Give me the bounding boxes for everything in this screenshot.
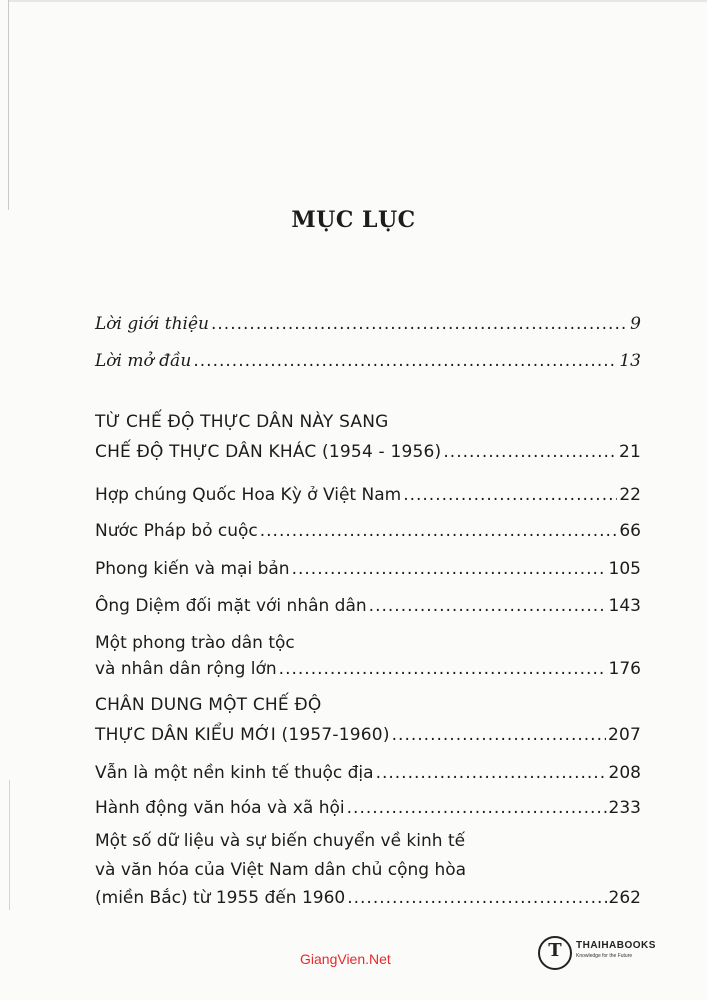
toc-entry-ch7[interactable]: [95, 797, 641, 819]
toc-entry-label: Hợp chúng Quốc Hoa Kỳ ở Việt Nam: [95, 485, 402, 505]
toc-entry-page: 9: [630, 314, 641, 334]
toc-entry-label: Ông Diệm đối mặt với nhân dân: [95, 596, 367, 616]
toc-entry-label: Hành động văn hóa và xã hội: [95, 798, 345, 818]
dot-leader: [279, 658, 607, 680]
dot-leader: [211, 313, 628, 335]
toc-entry-line3-row: [95, 887, 641, 909]
publisher-tagline: Knowledge for the Future: [576, 953, 633, 959]
dot-leader: [443, 441, 617, 463]
toc-entry-page: 176: [608, 659, 641, 679]
toc-entry-page: 262: [608, 888, 641, 908]
dot-leader: [347, 887, 606, 909]
dot-leader: [193, 350, 617, 372]
toc-entry-label-line2: và văn hóa của Việt Nam dân chủ cộng hòa: [95, 860, 467, 880]
dot-leader: [260, 520, 618, 542]
toc-entry-intro[interactable]: [95, 313, 641, 335]
toc-entry-label: Nước Pháp bỏ cuộc: [95, 521, 258, 541]
toc-entry-page: 66: [619, 521, 641, 541]
toc-part-title-line2-row: [95, 441, 641, 463]
toc-entry-label: Vẫn là một nền kinh tế thuộc địa: [95, 763, 374, 783]
publisher-logo-glyph: T: [548, 940, 562, 961]
toc-entry-page: 143: [608, 596, 641, 616]
toc-entry-page: 233: [608, 798, 641, 818]
toc-entry-page: 21: [618, 442, 641, 462]
toc-part-title-line1: TỪ CHẾ ĐỘ THỰC DÂN NÀY SANG: [95, 412, 389, 432]
page-edge-top: [8, 0, 707, 2]
toc-entry-ch4[interactable]: [95, 595, 641, 617]
toc-part-title-line2-row: [95, 724, 641, 746]
toc-part-title-line1: CHÂN DUNG MỘT CHẾ ĐỘ: [95, 695, 322, 715]
toc-entry-line2-row: [95, 658, 641, 680]
page-edge-left: [8, 0, 9, 210]
toc-entry-ch1[interactable]: [95, 484, 641, 506]
toc-entry-label: Phong kiến và mại bản: [95, 559, 290, 579]
watermark-text: GiangVien.Net: [300, 951, 391, 967]
toc-part-title-line2: CHẾ ĐỘ THỰC DÂN KHÁC (1954 - 1956): [95, 442, 442, 462]
page-edge-left-lower: [9, 780, 10, 910]
toc-entry-preface[interactable]: [95, 350, 641, 372]
publisher-name: THAIHABOOKS: [576, 940, 656, 951]
dot-leader: [403, 484, 617, 506]
dot-leader: [292, 558, 607, 580]
toc-entry-label-line2: và nhân dân rộng lớn: [95, 659, 277, 679]
toc-part-title-line2: THỰC DÂN KIỂU MỚI (1957-1960): [95, 725, 390, 745]
toc-entry-page: 22: [619, 485, 641, 505]
dot-leader: [347, 797, 607, 819]
toc-entry-page: 13: [619, 351, 641, 371]
toc-entry-label-line1: Một số dữ liệu và sự biến chuyển về kinh tế: [95, 831, 466, 851]
toc-entry-label-line3: (miền Bắc) từ 1955 đến 1960: [95, 888, 346, 908]
toc-entry-ch2[interactable]: [95, 520, 641, 542]
toc-entry-label: Lời mở đầu: [95, 351, 192, 371]
toc-entry-label: Lời giới thiệu: [95, 314, 209, 334]
toc-entry-page: 105: [608, 559, 641, 579]
toc-entry-ch6[interactable]: [95, 762, 641, 784]
toc-entry-page: 208: [608, 763, 641, 783]
toc-entry-ch3[interactable]: [95, 558, 641, 580]
dot-leader: [392, 724, 606, 746]
dot-leader: [376, 762, 607, 784]
publisher-logo: [538, 934, 678, 974]
dot-leader: [369, 595, 607, 617]
page-title: MỤC LỤC: [291, 207, 416, 233]
toc-entry-page: 207: [607, 725, 641, 745]
toc-entry-label-line1: Một phong trào dân tộc: [95, 633, 295, 653]
